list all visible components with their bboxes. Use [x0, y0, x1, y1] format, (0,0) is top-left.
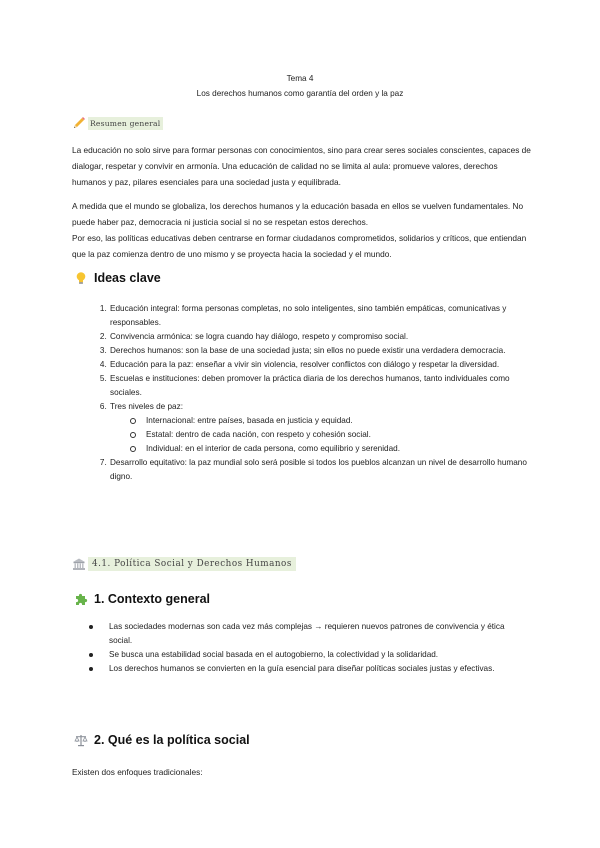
policy-heading [74, 733, 250, 747]
list-item: Las sociedades modernas son cada vez más complejas → requieren nuevos patrones de convivencia y ética social. [88, 620, 528, 648]
peace-levels-list [110, 414, 539, 456]
puzzle-icon [74, 592, 88, 606]
list-item-text: Tres niveles de paz: [110, 402, 183, 411]
sub-list-item: Internacional: entre países, basada en justicia y equidad. [130, 414, 539, 428]
list-item: 4. Educación para la paz: enseñar a vivir sin violencia, resolver conflictos con diálogo y respetar la diversidad. [109, 358, 539, 372]
list-item: Se busca una estabilidad social basada en el autogobierno, la colectividad y la solidaridad. [88, 648, 528, 662]
summary-tag [72, 116, 163, 130]
institution-icon [72, 557, 86, 571]
summary-paragraph-2: A medida que el mundo se globaliza, los derechos humanos y la educación basada en ellos se vuelven fundamentales. No puede haber paz, democracia ni justicia social si no se respetan estos derechos. [72, 201, 524, 227]
list-item: 5. Escuelas e instituciones: deben promover la práctica diaria de los derechos humanos, tanto individuales como sociales. [109, 372, 539, 400]
ideas-list [88, 302, 539, 484]
list-item [109, 400, 539, 456]
context-heading-text: 1. Contexto general [94, 592, 210, 606]
topic-title: Tema 4 [286, 74, 314, 83]
scales-icon [74, 733, 88, 747]
sub-list-item: Individual: en el interior de cada persona, como equilibrio y serenidad. [130, 442, 539, 456]
policy-intro: Existen dos enfoques tradicionales: [72, 767, 203, 777]
list-item: Los derechos humanos se convierten en la guía esencial para diseñar políticas sociales justas y efectivas. [88, 662, 528, 676]
context-list [88, 620, 528, 676]
sub-list-item: Estatal: dentro de cada nación, con respeto y cohesión social. [130, 428, 539, 442]
list-item: 7. Desarrollo equitativo: la paz mundial solo será posible si todos los pueblos alcanzan un nivel de desarrollo humano digno. [109, 456, 539, 484]
lightbulb-icon [74, 271, 88, 285]
summary-paragraph-3: Por eso, las políticas educativas deben centrarse en formar ciudadanos comprometidos, solidarios y críticos, que entiendan que la paz comienza dentro de uno mismo y se proyecta hacia la sociedad y el mundo. [72, 233, 527, 259]
ideas-heading-text: Ideas clave [94, 271, 161, 285]
list-item: 3. Derechos humanos: son la base de una sociedad justa; sin ellos no puede existir una verdadera democracia. [109, 344, 539, 358]
context-heading [74, 592, 210, 606]
section-tag-label: 4.1. Política Social y Derechos Humanos [88, 557, 296, 571]
summary-tag-label: Resumen general [88, 117, 163, 130]
section-tag [72, 557, 296, 571]
document-subtitle: Los derechos humanos como garantía del orden y la paz [196, 89, 404, 98]
list-item: 1. Educación integral: forma personas completas, no solo inteligentes, sino también empáticas, comunicativas y responsables. [109, 302, 539, 330]
summary-paragraph-1: La educación no solo sirve para formar personas con conocimientos, sino para crear seres sociales conscientes, capaces de dialogar, respetar y convivir en armonía. Una educación de calidad no se limita al aula: promueve valores, derechos humanos y paz, pilares esenciales para una sociedad justa y equilibrada. [72, 145, 531, 187]
pencil-icon [72, 116, 86, 130]
policy-heading-text: 2. Qué es la política social [94, 733, 250, 747]
list-item: 2. Convivencia armónica: se logra cuando hay diálogo, respeto y compromiso social. [109, 330, 539, 344]
ideas-heading [74, 271, 161, 285]
